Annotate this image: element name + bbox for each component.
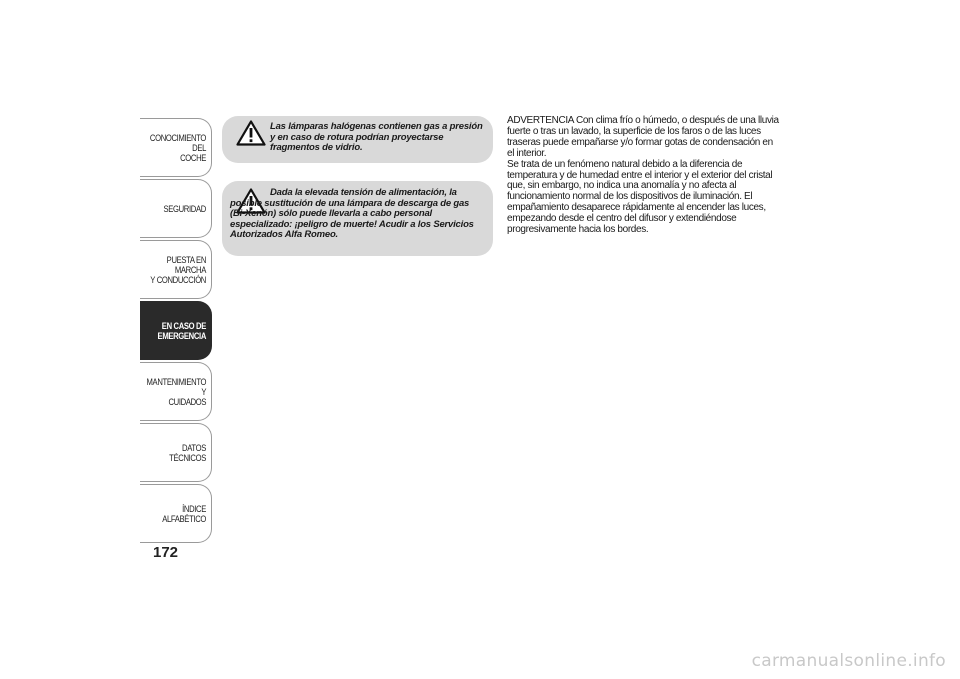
tab-label: CONOCIMIENTO DEL COCHE (149, 132, 206, 163)
tab-indice-alfabetico[interactable] (140, 484, 212, 543)
body-text (507, 116, 782, 236)
paragraph-fenomeno: Se trata de un fenómeno natural debido a la diferencia de temperatura y de humedad entre el interior y el exterior del cristal que, sin embargo, no indica una anomalía y no afecta al funcionamiento normal de los dispositivos de iluminación. El empañamiento desaparece rápidamente al encender las luces, empezando desde el centro del difusor y extendiéndose progresivamente hacia los bordes. (507, 158, 773, 236)
warning-text: Las lámparas halógenas contienen gas a presión y en caso de rotura podrían proyectarse fragmentos de vidrio. (270, 121, 483, 153)
tab-label: DATOS TÉCNICOS (169, 442, 206, 463)
chapter-tabs (140, 118, 212, 545)
tab-conocimiento-del-coche[interactable] (140, 118, 212, 177)
page-number: 172 (153, 544, 179, 561)
paragraph-advertencia: ADVERTENCIA Con clima frío o húmedo, o después de una lluvia fuerte o tras un lavado, la superficie de los faros o de las luces traseras puede empañarse y/o formar gotas de condensación en el interior. (507, 115, 779, 159)
tab-datos-tecnicos[interactable] (140, 423, 212, 482)
warning-box-halogen (222, 116, 493, 163)
warning-triangle-icon (236, 120, 266, 146)
watermark: carmanualsonline.info (751, 651, 946, 671)
tab-label: SEGURIDAD (163, 203, 206, 214)
tab-label: EN CASO DE EMERGENCIA (157, 320, 206, 341)
tab-seguridad[interactable] (140, 179, 212, 238)
warning-text: Dada la elevada tensión de alimentación, la posible sustitución de una lámpara de descarga de gas (Bi-Xenón) sólo puede llevarla a cabo personal especializado: ¡peligro de muerte! Acudir a los Servicios Autorizados Alfa Romeo. (230, 187, 474, 240)
tab-en-caso-de-emergencia[interactable] (140, 301, 212, 360)
tab-mantenimiento[interactable] (140, 362, 212, 421)
tab-label: ÍNDICE ALFABÉTICO (162, 503, 206, 524)
warning-box-xenon (222, 181, 493, 256)
tab-label: MANTENIMIENTO Y CUIDADOS (146, 376, 206, 407)
tab-puesta-en-marcha[interactable] (140, 240, 212, 299)
tab-label: PUESTA EN MARCHA Y CONDUCCIÓN (150, 254, 206, 285)
